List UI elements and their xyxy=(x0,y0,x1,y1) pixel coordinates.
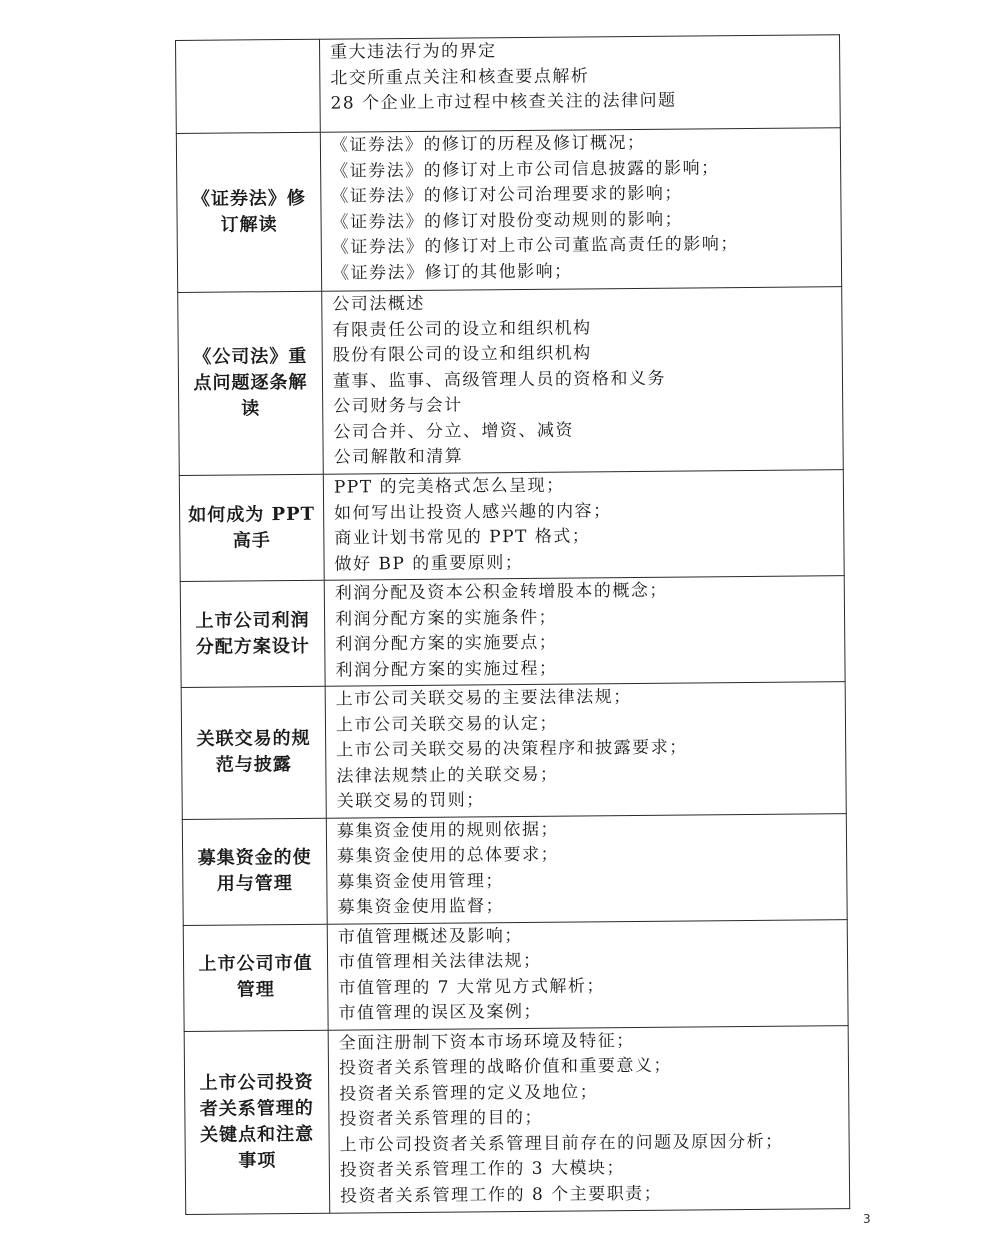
table-row xyxy=(178,287,844,476)
page-number: 3 xyxy=(863,1212,871,1226)
course-outline-table xyxy=(175,34,850,1214)
row-title: 募集资金的使用与管理 xyxy=(182,818,327,925)
list-item: 利润分配及资本公积金转增股本的概念； xyxy=(334,580,668,604)
list-item: 市值管理相关法律法规； xyxy=(337,950,542,973)
list-item: 重大违法行为的界定 xyxy=(330,41,497,63)
row-title: 《公司法》重点问题逐条解读 xyxy=(178,291,324,475)
table-row xyxy=(181,682,846,819)
list-item: 《证券法》修订的其他影响； xyxy=(331,261,573,284)
list-item: 《证券法》的修订对上市公司信息披露的影响； xyxy=(331,157,720,182)
table-row xyxy=(182,813,847,925)
row-items xyxy=(322,287,844,475)
list-item: 上市公司投资者关系管理目前存在的问题及原因分析； xyxy=(339,1131,784,1156)
list-item: 投资者关系管理工作的 8 个主要职责； xyxy=(340,1183,663,1207)
list-item: 北交所重点关注和核查要点解析 xyxy=(330,65,590,89)
row-title: 《证券法》修订解读 xyxy=(176,132,321,292)
list-item: 利润分配方案的实施要点； xyxy=(335,632,558,655)
list-item: 商业计划书常见的 PPT 格式； xyxy=(334,526,591,549)
row-items xyxy=(319,35,840,133)
list-item: 募集资金使用监督； xyxy=(337,896,505,918)
table-row xyxy=(176,128,841,293)
list-item: 28 个企业上市过程中核查关注的法律问题 xyxy=(330,90,677,114)
list-item: 利润分配方案的实施条件； xyxy=(334,607,558,630)
list-item: 投资者关系管理的战略价值和重要意义； xyxy=(338,1055,673,1079)
list-item: 募集资金使用的总体要求； xyxy=(337,844,560,867)
table-row xyxy=(179,470,844,582)
list-item: 《证券法》的修订对股份变动规则的影响； xyxy=(331,209,684,233)
list-item: PPT 的完美格式怎么呈现； xyxy=(333,475,565,498)
list-item: 做好 BP 的重要原则； xyxy=(334,552,524,575)
row-title: 上市公司利润分配方案设计 xyxy=(180,580,325,687)
list-item: 《证券法》的修订对上市公司董监高责任的影响； xyxy=(331,234,739,258)
list-item: 公司合并、分立、增资、减资 xyxy=(333,420,575,443)
list-item: 关联交易的罚则； xyxy=(336,790,485,812)
list-item: 公司法概述 xyxy=(332,293,425,315)
list-item: 有限责任公司的设立和组织机构 xyxy=(332,317,592,341)
list-item: 上市公司关联交易的决策程序和披露要求； xyxy=(336,737,688,761)
list-item: 公司财务与会计 xyxy=(333,395,463,417)
list-item: 市值管理的 7 大常见方式解析； xyxy=(338,975,605,999)
row-items xyxy=(325,682,846,818)
list-item: 投资者关系管理的定义及地位； xyxy=(339,1081,599,1105)
list-item: 投资者关系管理工作的 3 大模块； xyxy=(339,1158,626,1181)
list-item: 全面注册制下资本市场环境及特征； xyxy=(338,1030,635,1054)
row-items xyxy=(320,128,841,292)
row-items xyxy=(324,576,845,687)
table-row xyxy=(183,919,848,1031)
list-item: 股份有限公司的设立和组织机构 xyxy=(332,343,592,366)
list-item: 市值管理概述及影响； xyxy=(337,925,523,948)
list-item: 市值管理的误区及案例； xyxy=(338,1001,543,1024)
row-items xyxy=(328,1025,850,1213)
list-item: 利润分配方案的实施过程； xyxy=(335,658,558,681)
list-item: 上市公司关联交易的主要法律法规； xyxy=(335,687,632,710)
row-items xyxy=(326,813,847,924)
list-item: 募集资金使用管理； xyxy=(337,870,504,893)
list-item: 公司解散和清算 xyxy=(333,446,464,468)
table-row xyxy=(180,576,845,688)
list-item: 《证券法》的修订对公司治理要求的影响； xyxy=(331,183,683,207)
list-item: 《证券法》的修订的历程及修订概况； xyxy=(330,132,646,156)
row-title: 关联交易的规范与披露 xyxy=(181,686,326,819)
list-item: 如何写出让投资人感兴趣的内容； xyxy=(334,500,612,524)
row-items xyxy=(323,470,844,581)
list-item: 募集资金使用的规则依据； xyxy=(336,819,559,842)
list-item: 投资者关系管理的目的； xyxy=(339,1107,544,1130)
row-items xyxy=(327,919,848,1030)
list-item: 上市公司关联交易的认定； xyxy=(335,713,559,736)
row-title: 上市公司市值管理 xyxy=(183,924,328,1031)
table-row xyxy=(176,35,841,134)
row-title xyxy=(176,39,321,133)
row-title: 如何成为 PPT 高手 xyxy=(179,474,324,581)
table-row xyxy=(184,1025,850,1214)
row-title: 上市公司投资者关系管理的关键点和注意事项 xyxy=(184,1030,330,1214)
list-item: 法律法规禁止的关联交易； xyxy=(336,764,559,787)
list-item: 董事、监事、高级管理人员的资格和义务 xyxy=(332,368,667,392)
